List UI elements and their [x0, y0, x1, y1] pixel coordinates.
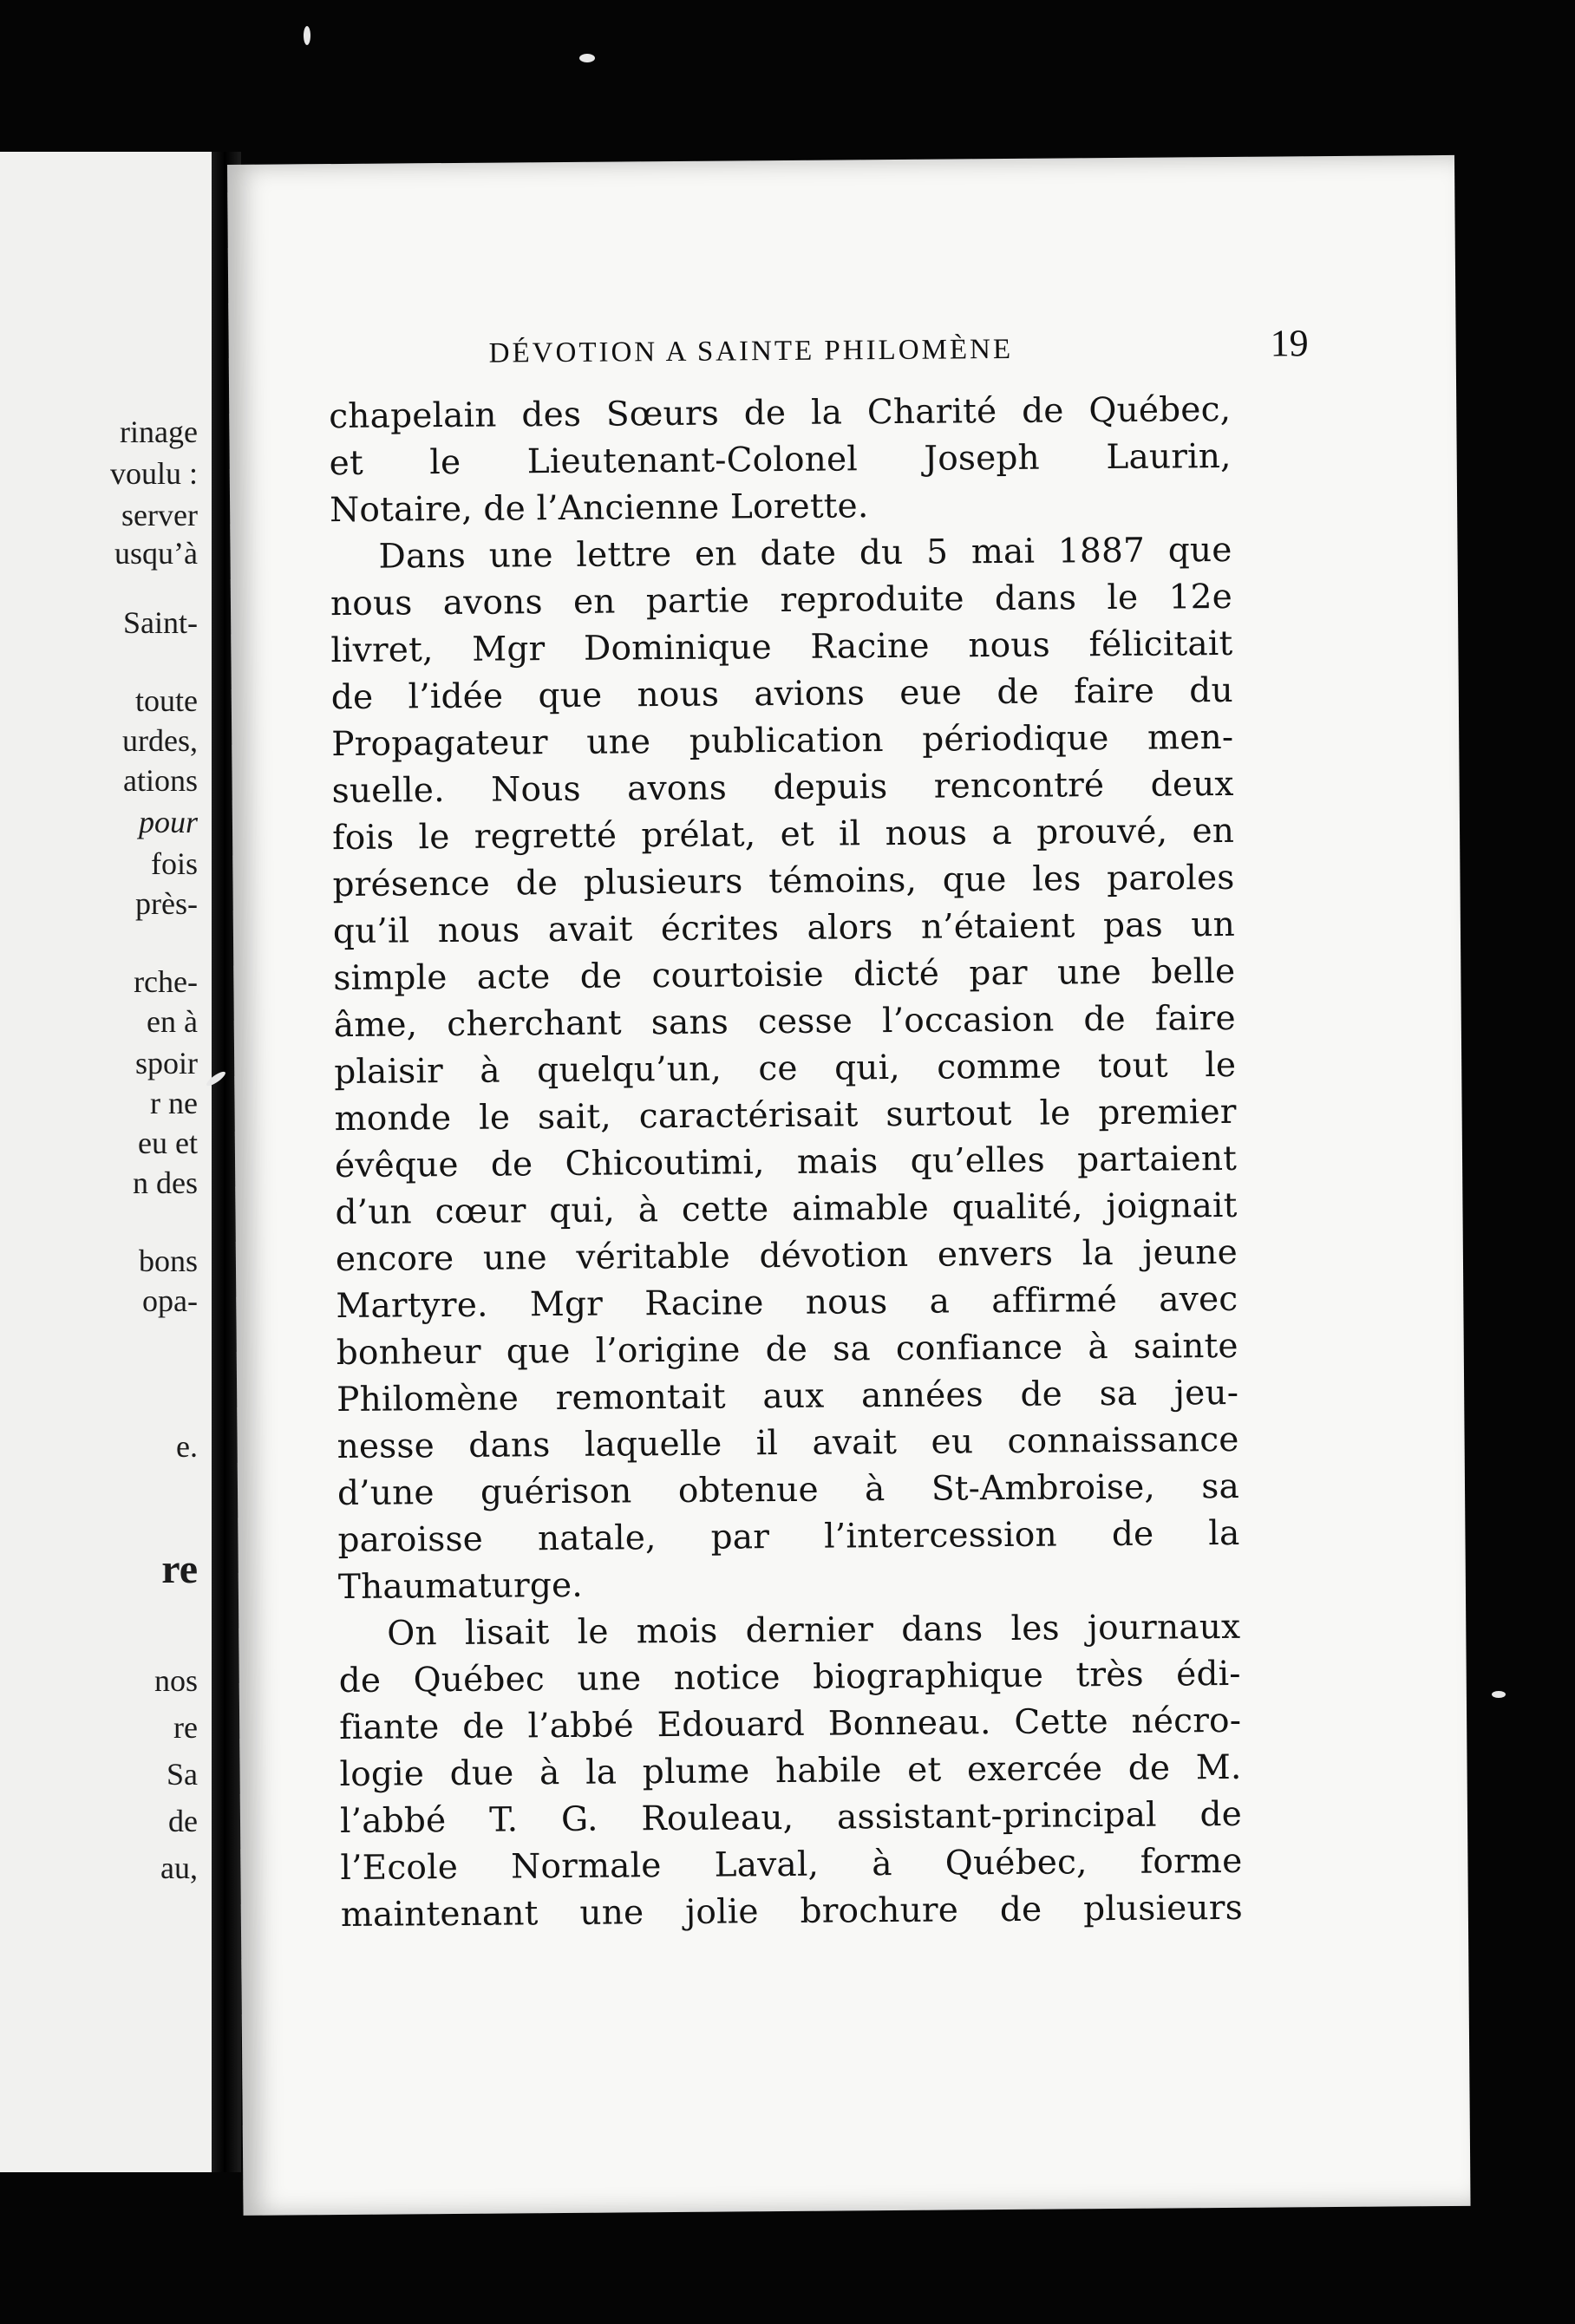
previous-page-text: Sa: [167, 1757, 198, 1792]
previous-page-fragment: [0, 152, 215, 2172]
text-line: logie due à la plume habile et exercée de M.: [339, 1747, 1242, 1795]
previous-page-text: urdes,: [122, 723, 198, 758]
previous-page-text: voulu :: [109, 456, 198, 491]
previous-page-text: fois: [151, 846, 198, 881]
text-line: Notaire, de l’Ancienne Lorette.: [329, 486, 869, 531]
text-line: monde le sait, caractérisait surtout le premier: [334, 1092, 1237, 1139]
previous-page-text: bons: [138, 1244, 198, 1278]
text-line: fois le regretté prélat, et il nous a prouvé, en: [331, 811, 1235, 858]
text-line: Martyre. Mgr Racine nous a affirmé avec: [336, 1279, 1238, 1327]
text-line: d’un cœur qui, à cette aimable qualité, joignait: [335, 1185, 1238, 1233]
paragraph: [330, 527, 1240, 1611]
text-line: Propagateur une publication périodique men-: [331, 717, 1234, 765]
previous-page-text: ations: [123, 763, 198, 798]
previous-page-text: Saint-: [123, 605, 198, 640]
text-line: plaisir à quelqu’un, ce qui, comme tout le: [334, 1045, 1237, 1093]
text-line: Philomène remontait aux années de sa jeu-: [337, 1373, 1239, 1420]
book-page: [227, 155, 1471, 2216]
running-title: DÉVOTION A SAINTE PHILOMÈNE: [488, 333, 1014, 369]
text-line: chapelain des Sœurs de la Charité de Québec,: [329, 389, 1232, 437]
previous-page-text: en à: [147, 1004, 198, 1039]
paragraph: [329, 387, 1232, 534]
text-line: simple acte de courtoisie dicté par une belle: [333, 951, 1236, 999]
text-line: maintenant une jolie brochure de plusieurs: [340, 1888, 1244, 1936]
text-line: âme, cherchant sans cesse l’occasion de faire: [333, 998, 1236, 1046]
text-line: paroisse natale, par l’intercession de la: [337, 1513, 1240, 1561]
previous-page-text: près-: [135, 886, 198, 921]
text-line: bonheur que l’origine de sa confiance à sainte: [336, 1326, 1238, 1374]
previous-page-text: server: [121, 498, 198, 532]
text-line: qu’il nous avait écrites alors n’étaient pas un: [332, 904, 1236, 952]
text-line: On lisait le mois dernier dans les journaux: [387, 1607, 1241, 1654]
previous-page-text: re: [173, 1710, 198, 1745]
previous-page-text: n des: [133, 1165, 198, 1200]
previous-page-text: nos: [154, 1663, 198, 1698]
page-number: 19: [1270, 322, 1309, 365]
previous-page-text: pour: [138, 805, 198, 839]
text-line: suelle. Nous avons depuis rencontré deux: [331, 764, 1234, 812]
previous-page-text: rinage: [120, 415, 198, 449]
text-line: l’abbé T. G. Rouleau, assistant-principal de: [339, 1794, 1243, 1842]
text-line: l’Ecole Normale Laval, à Québec, forme: [340, 1841, 1243, 1889]
previous-page-text: opa-: [142, 1283, 198, 1318]
running-head: [488, 321, 1308, 371]
previous-page-text: e.: [176, 1429, 198, 1464]
previous-page-text: eu et: [138, 1126, 198, 1160]
previous-page-text: spoir: [135, 1046, 198, 1080]
text-line: de Québec une notice biographique très édi-: [338, 1654, 1241, 1701]
previous-page-text: usqu’à: [114, 536, 198, 571]
text-line: livret, Mgr Dominique Racine nous félicitait: [330, 623, 1233, 671]
previous-page-heading: re: [161, 1546, 198, 1592]
scan-speck: [304, 26, 310, 45]
text-line: évêque de Chicoutimi, mais qu’elles partaient: [334, 1139, 1238, 1186]
text-line: Dans une lettre en date du 5 mai 1887 que: [378, 530, 1232, 577]
text-line: Thaumaturge.: [337, 1565, 584, 1608]
text-line: nesse dans laquelle il avait eu connaissance: [337, 1420, 1239, 1467]
text-line: de l’idée que nous avions eue de faire du: [330, 670, 1233, 718]
previous-page-text: r ne: [150, 1086, 198, 1120]
text-line: et le Lieutenant-Colonel Joseph Laurin,: [329, 436, 1232, 484]
previous-page-text: de: [168, 1804, 198, 1838]
text-line: fiante de l’abbé Edouard Bonneau. Cette nécro-: [338, 1701, 1242, 1748]
text-line: nous avons en partie reproduite dans le 12e: [330, 577, 1233, 624]
previous-page-text: rche-: [134, 964, 198, 999]
scan-speck: [1492, 1691, 1506, 1698]
text-line: d’une guérison obtenue à St-Ambroise, sa: [337, 1466, 1240, 1514]
body-text: [329, 387, 1243, 1939]
paragraph: [338, 1604, 1243, 1939]
scan-speck: [579, 54, 595, 62]
text-line: encore une véritable dévotion envers la jeune: [335, 1232, 1238, 1280]
previous-page-text: toute: [135, 683, 198, 718]
text-line: présence de plusieurs témoins, que les paroles: [332, 858, 1235, 905]
previous-page-text: au,: [160, 1851, 198, 1885]
